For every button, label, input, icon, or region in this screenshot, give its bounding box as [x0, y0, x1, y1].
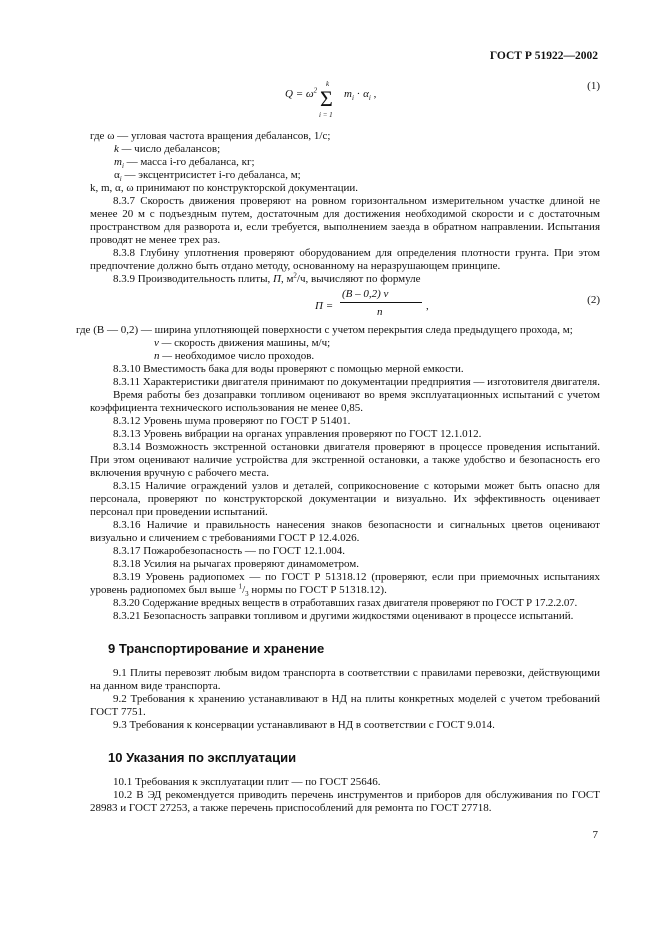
definition-v: v — скорость движения машины, м/ч; [154, 337, 331, 349]
formula-2-lhs: П = [315, 300, 334, 312]
formula-1-sum-upper: k [326, 80, 330, 88]
paragraph-8-3-13: 8.3.13 Уровень вибрации на органах управления проверяют по ГОСТ 12.1.012. [113, 428, 482, 440]
page-header-title: ГОСТ Р 51922—2002 [489, 50, 598, 62]
definitions-note: k, m, α, ω принимают по конструкторской документации. [90, 182, 359, 194]
definition-m: $m_i$ — масса i-го дебаланса, кг; [114, 156, 255, 171]
paragraph-8-3-16: 8.3.16 Наличие и правильность нанесения знаков безопасности и сигнальных цветов оценивают визуально и сличением с требованиями ГОСТ Р 12.4.026. [90, 519, 600, 544]
definition-n: n — необходимое число проходов. [154, 350, 315, 362]
formula-2-comma: , [426, 300, 429, 312]
paragraph-8-3-19: 8.3.19 Уровень радиопомех — по ГОСТ Р 51318.12 (проверяют, если при приемочных испытаниях уровень радиопомех был выше $^1/_3$ нормы по ГОСТ Р 51318.12). [90, 571, 600, 599]
definitions-1 [90, 130, 600, 195]
formula-1-sum-lower: i = 1 [319, 111, 333, 119]
paragraph-8-3-15: 8.3.15 Наличие ограждений узлов и деталей, соприкосновение с которыми может быть опасно для персонала, проверяют по конструкторской документации и визуально. Их эффективность оценивает персонал при проведении испытаний. [90, 480, 600, 518]
formula-2-fraction-bar [340, 302, 422, 303]
paragraph-8-3-11-b: Время работы без дозаправки топливом оценивают во время эксплуатационных испытаний с учетом коэффициента технического использования не менее 0,85. [90, 389, 600, 414]
definition-b: где (B — 0,2) — ширина уплотняющей поверхности с учетом перекрытия следа предыдущего прохода, м; [76, 324, 573, 336]
formula-1-term: $m_i \cdot \alpha_i$ , [344, 88, 377, 103]
section-10-heading: 10 Указания по эксплуатации [108, 750, 297, 765]
paragraph-8-3-11: 8.3.11 Характеристики двигателя принимают по документации предприятия — изготовителя двигателя. [113, 376, 600, 388]
formula-1-body: $Q = \omega^2$ [285, 86, 318, 100]
paragraph-8-3-12: 8.3.12 Уровень шума проверяют по ГОСТ Р 51401. [113, 415, 351, 427]
definitions-2 [76, 324, 600, 363]
paragraph-8-3-7: 8.3.7 Скорость движения проверяют на ровном горизонтальном измерительном участке длиной не менее 20 м с подъездным путем, достаточным для достижения необходимой скорости и с достаточным пространством для разворота и, если требуется, выполнением заезда в обратном направлении. Испытания проводят не менее трех раз. [90, 195, 600, 246]
paragraph-8-3-21: 8.3.21 Безопасность заправки топливом и другими жидкостями оценивают в процессе испытаний. [113, 610, 574, 622]
paragraph-10-2: 10.2 В ЭД рекомендуется приводить перечень инструментов и приборов для обслуживания по ГОСТ 28983 и ГОСТ 27253, а также перечень приспособлений для ремонта по ГОСТ 27718. [90, 789, 600, 814]
paragraph-8-3-20: 8.3.20 Содержание вредных веществ в отработавших газах двигателя проверяют по ГОСТ Р 17.2.2.07. [113, 597, 578, 609]
paragraph-8-3-9: 8.3.9 Производительность плиты, П, $м^2/ч$, вычисляют по формуле [113, 271, 421, 285]
definition-alpha: $\alpha_i$ — эксцентрисистет i-го дебаланса, м; [114, 169, 301, 184]
paragraph-8-3-18: 8.3.18 Усилия на рычагах проверяют динамометром. [113, 558, 360, 570]
section-9-heading: 9 Транспортирование и хранение [108, 641, 325, 656]
paragraph-8-3-14: 8.3.14 Возможность экстренной остановки двигателя проверяют в процессе проведения испытаний. При этом оценивают наличие устройства для экстренной остановки, а также удобство и безопасность его включения вручную с рабочего места. [90, 441, 600, 479]
formula-1-number: (1) [587, 80, 600, 92]
paragraph-8-3-10: 8.3.10 Вместимость бака для воды проверяют с помощью мерной емкости. [113, 363, 464, 375]
formula-1 [90, 80, 600, 126]
formula-2 [90, 286, 600, 324]
formula-1-sigma: Σ [320, 86, 333, 111]
formula-2-numerator: (B – 0,2) v [342, 288, 389, 300]
paragraph-9-2: 9.2 Требования к хранению устанавливают в НД на плиты конкретных моделей с учетом требований ГОСТ 7751. [90, 693, 600, 718]
page-content [76, 80, 600, 815]
paragraph-8-3-17: 8.3.17 Пожаробезопасность — по ГОСТ 12.1.004. [113, 545, 346, 557]
paragraph-9-3: 9.3 Требования к консервации устанавливают в НД в соответствии с ГОСТ 9.014. [113, 719, 495, 731]
definition-omega: где ω — угловая частота вращения дебалансов, 1/с; [90, 130, 331, 142]
paragraph-10-1: 10.1 Требования к эксплуатации плит — по ГОСТ 25646. [113, 776, 381, 788]
formula-2-denominator: n [377, 306, 383, 318]
formula-2-number: (2) [587, 294, 600, 306]
paragraph-9-1: 9.1 Плиты перевозят любым видом транспорта в соответствии с правилами перевозки, действующими на данном виде транспорта. [90, 667, 600, 692]
definition-k: k — число дебалансов; [114, 143, 221, 155]
page-number: 7 [592, 829, 598, 841]
paragraph-8-3-8: 8.3.8 Глубину уплотнения проверяют оборудованием для определения плотности грунта. При этом предпочтение должно быть отдано методу, основанному на неразрушающем принципе. [90, 247, 600, 272]
